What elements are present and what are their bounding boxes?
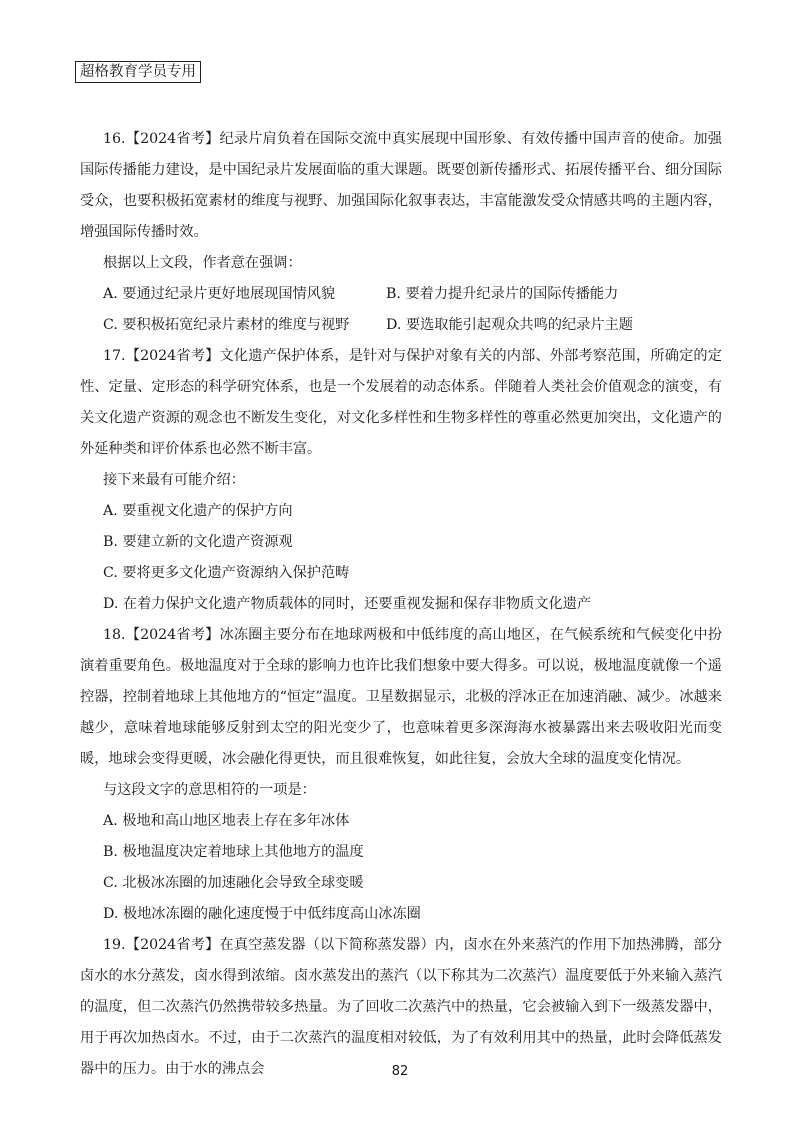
question-content — [80, 124, 722, 1085]
q16-option-c[interactable]: C. 要积极拓宽纪录片素材的维度与视野 — [103, 317, 350, 333]
q16-options-row-2 — [80, 310, 722, 341]
q17-option-a[interactable]: A. 要重视文化遗产的保护方向 — [103, 503, 293, 519]
q17-option-c[interactable]: C. 要将更多文化遗产资源纳入保护范畴 — [103, 565, 350, 581]
q18-question: 与这段文字的意思相符的一项是： — [103, 782, 316, 798]
q18-option-d[interactable]: D. 极地冰冻圈的融化速度慢于中低纬度高山冰冻圈 — [103, 906, 421, 922]
q17-question: 接下来最有可能介绍： — [103, 472, 245, 488]
page-number: 82 — [391, 1064, 409, 1079]
q16-question: 根据以上文段，作者意在强调： — [103, 255, 302, 271]
q17-stem: 17.【2024省考】文化遗产保护体系，是针对与保护对象有关的内部、外部考察范围，所确定的定性、定量、定形态的科学研究体系，也是一个发展着的动态体系。伴随着人类社会价值观念的演变，有关文化遗产资源的观念也不断发生变化，对文化多样性和生物多样性的尊重必然更加突出，文化遗产的外延种类和评价体系也必然不断丰富。 — [80, 348, 722, 457]
q16-option-b[interactable]: B. 要着力提升纪录片的国际传播能力 — [386, 286, 619, 302]
q17-option-b[interactable]: B. 要建立新的文化遗产资源观 — [103, 534, 293, 550]
q19-stem: 19.【2024省考】在真空蒸发器（以下简称蒸发器）内，卤水在外来蒸汽的作用下加热沸腾，部分卤水的水分蒸发，卤水得到浓缩。卤水蒸发出的蒸汽（以下称其为二次蒸汽）温度要低于外来输入蒸汽的温度，但二次蒸汽仍然携带较多热量。为了回收二次蒸汽中的热量，它会被输入到下一级蒸发器中，用于再次加热卤水。不过，由于二次蒸汽的温度相对较低，为了有效利用其中的热量，此时会降低蒸发器中的压力。由于水的沸点会 — [80, 937, 722, 1077]
q18-option-a[interactable]: A. 极地和高山地区地表上存在多年冰体 — [103, 813, 350, 829]
q16-options-row-1 — [80, 279, 722, 310]
q18-option-c[interactable]: C. 北极冰冻圈的加速融化会导致全球变暖 — [103, 875, 364, 891]
q17-option-d[interactable]: D. 在着力保护文化遗产物质载体的同时，还要重视发掘和保存非物质文化遗产 — [103, 596, 592, 612]
q16-option-a[interactable]: A. 要通过纪录片更好地展现国情风貌 — [103, 286, 336, 302]
q16-option-d[interactable]: D. 要选取能引起观众共鸣的纪录片主题 — [386, 317, 633, 333]
q18-option-b[interactable]: B. 极地温度决定着地球上其他地方的温度 — [103, 844, 364, 860]
q18-stem: 18.【2024省考】冰冻圈主要分布在地球两极和中低纬度的高山地区，在气候系统和气候变化中扮演着重要角色。极地温度对于全球的影响力也许比我们想象中要大得多。可以说，极地温度就像一个遥控器，控制着地球上其他地方的“恒定”温度。卫星数据显示，北极的浮冰正在加速消融、减少。冰越来越少，意味着地球能够反射到太空的阳光变少了，也意味着更多深海海水被暴露出来去吸收阳光而变暖，地球会变得更暖，冰会融化得更快，而且很难恢复，如此往复，会放大全球的温度变化情况。 — [80, 627, 722, 767]
watermark-badge: 超格教育学员专用 — [75, 61, 201, 83]
q16-stem: 16.【2024省考】纪录片肩负着在国际交流中真实展现中国形象、有效传播中国声音的使命。加强国际传播能力建设，是中国纪录片发展面临的重大课题。既要创新传播形式、拓展传播平台、细分国际受众，也要积极拓宽素材的维度与视野、加强国际化叙事表达，丰富能激发受众情感共鸣的主题内容，增强国际传播时效。 — [80, 131, 722, 240]
